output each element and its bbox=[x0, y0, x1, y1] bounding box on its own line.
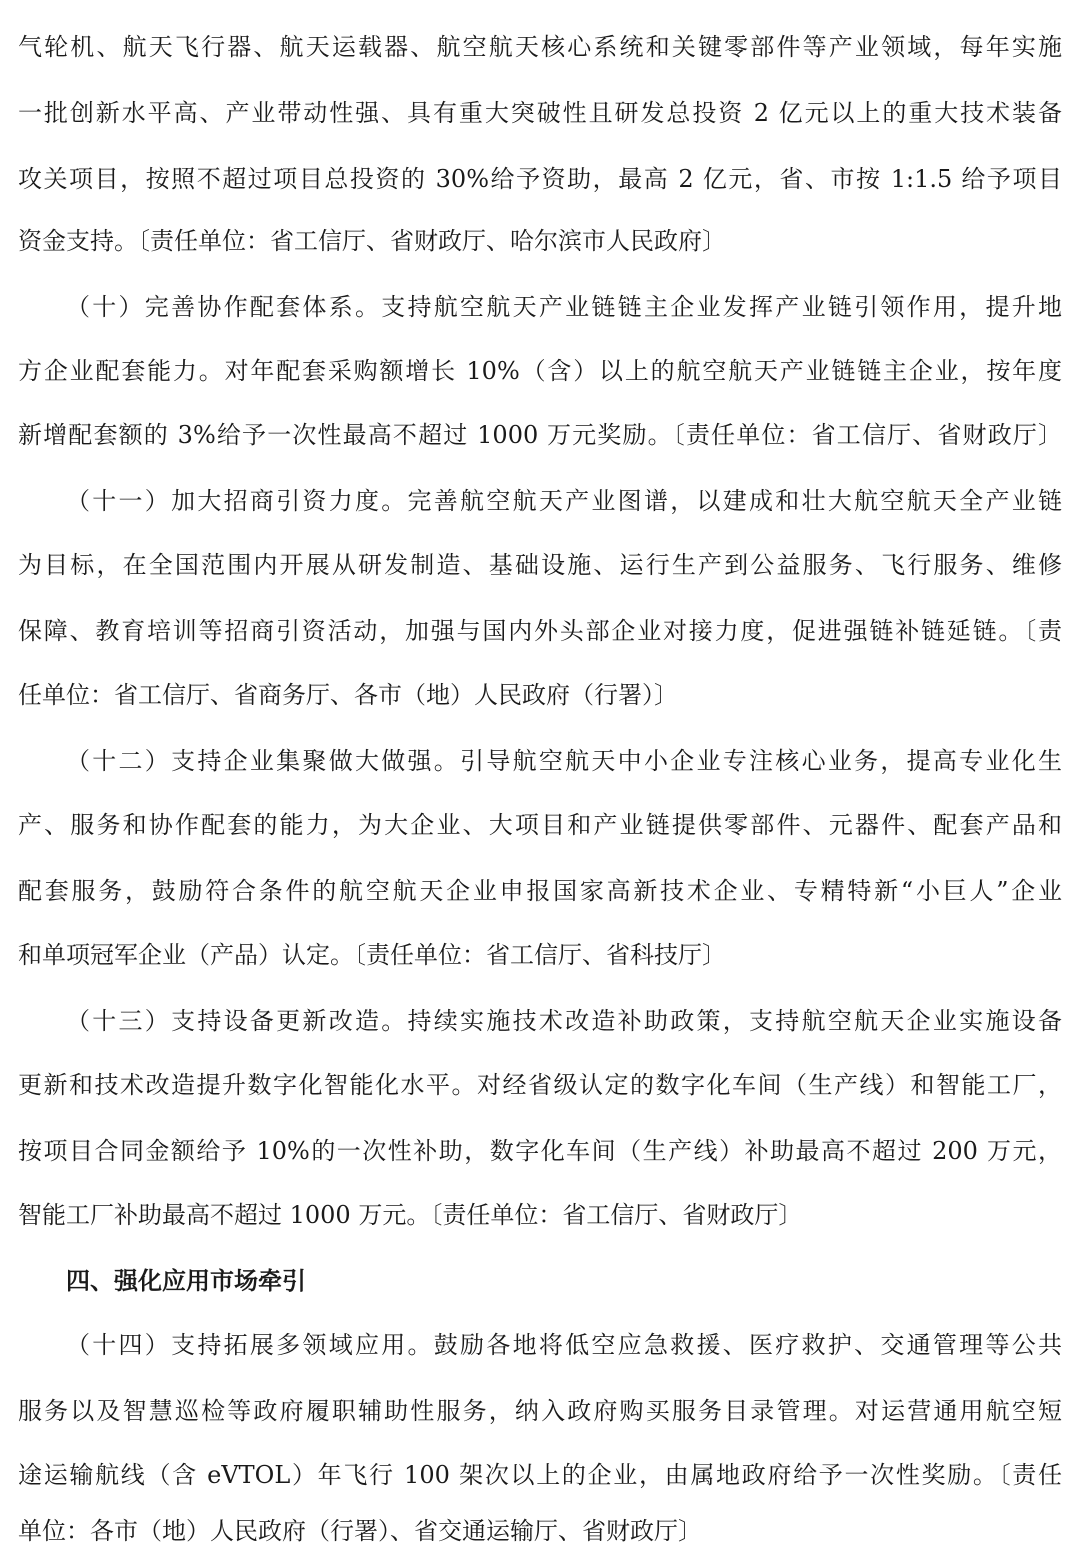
text-line: 新增配套额的 3%给予一次性最高不超过 1000 万元奖励。〔责任单位：省工信厅、省财政厅〕 bbox=[18, 421, 1062, 449]
paragraph-first-line: （十四）支持拓展多领域应用。鼓励各地将低空应急救援、医疗救护、交通管理等公共 bbox=[66, 1331, 1062, 1359]
text-line: 智能工厂补助最高不超过 1000 万元。〔责任单位：省工信厅、省财政厅〕 bbox=[18, 1201, 803, 1229]
text-line: 方企业配套能力。对年配套采购额增长 10%（含）以上的航空航天产业链链主企业，按年度 bbox=[18, 357, 1062, 385]
section-heading: 四、强化应用市场牵引 bbox=[66, 1267, 306, 1295]
text-line: 服务以及智慧巡检等政府履职辅助性服务，纳入政府购买服务目录管理。对运营通用航空短 bbox=[18, 1397, 1062, 1425]
text-line: 任单位：省工信厅、省商务厅、各市（地）人民政府（行署）〕 bbox=[18, 681, 678, 709]
text-line: 和单项冠军企业（产品）认定。〔责任单位：省工信厅、省科技厅〕 bbox=[18, 941, 726, 969]
text-line: 为目标，在全国范围内开展从研发制造、基础设施、运行生产到公益服务、飞行服务、维修 bbox=[18, 551, 1062, 579]
text-line: 更新和技术改造提升数字化智能化水平。对经省级认定的数字化车间（生产线）和智能工厂， bbox=[18, 1071, 1062, 1099]
text-line: 保障、教育培训等招商引资活动，加强与国内外头部企业对接力度，促进强链补链延链。〔责 bbox=[18, 617, 1062, 645]
text-line: 按项目合同金额给予 10%的一次性补助，数字化车间（生产线）补助最高不超过 200 万元， bbox=[18, 1137, 1062, 1165]
paragraph-first-line: （十三）支持设备更新改造。持续实施技术改造补助政策，支持航空航天企业实施设备 bbox=[66, 1007, 1062, 1035]
text-line: 产、服务和协作配套的能力，为大企业、大项目和产业链提供零部件、元器件、配套产品和 bbox=[18, 811, 1062, 839]
text-line: 一批创新水平高、产业带动性强、具有重大突破性且研发总投资 2 亿元以上的重大技术装备 bbox=[18, 99, 1062, 127]
text-line: 途运输航线（含 eVTOL）年飞行 100 架次以上的企业，由属地政府给予一次性奖励。〔责任 bbox=[18, 1461, 1062, 1489]
text-line: 气轮机、航天飞行器、航天运载器、航空航天核心系统和关键零部件等产业领域，每年实施 bbox=[18, 33, 1062, 61]
paragraph-first-line: （十）完善协作配套体系。支持航空航天产业链链主企业发挥产业链引领作用，提升地 bbox=[66, 293, 1062, 321]
text-line: 单位：各市（地）人民政府（行署）、省交通运输厅、省财政厅〕 bbox=[18, 1517, 702, 1545]
paragraph-first-line: （十一）加大招商引资力度。完善航空航天产业图谱，以建成和壮大航空航天全产业链 bbox=[66, 487, 1062, 515]
text-line: 攻关项目，按照不超过项目总投资的 30%给予资助，最高 2 亿元，省、市按 1:1.5 给予项目 bbox=[18, 165, 1062, 193]
text-line: 配套服务，鼓励符合条件的航空航天企业申报国家高新技术企业、专精特新“小巨人”企业 bbox=[18, 877, 1062, 905]
paragraph-first-line: （十二）支持企业集聚做大做强。引导航空航天中小企业专注核心业务，提高专业化生 bbox=[66, 747, 1062, 775]
text-line: 资金支持。〔责任单位：省工信厅、省财政厅、哈尔滨市人民政府〕 bbox=[18, 227, 726, 255]
